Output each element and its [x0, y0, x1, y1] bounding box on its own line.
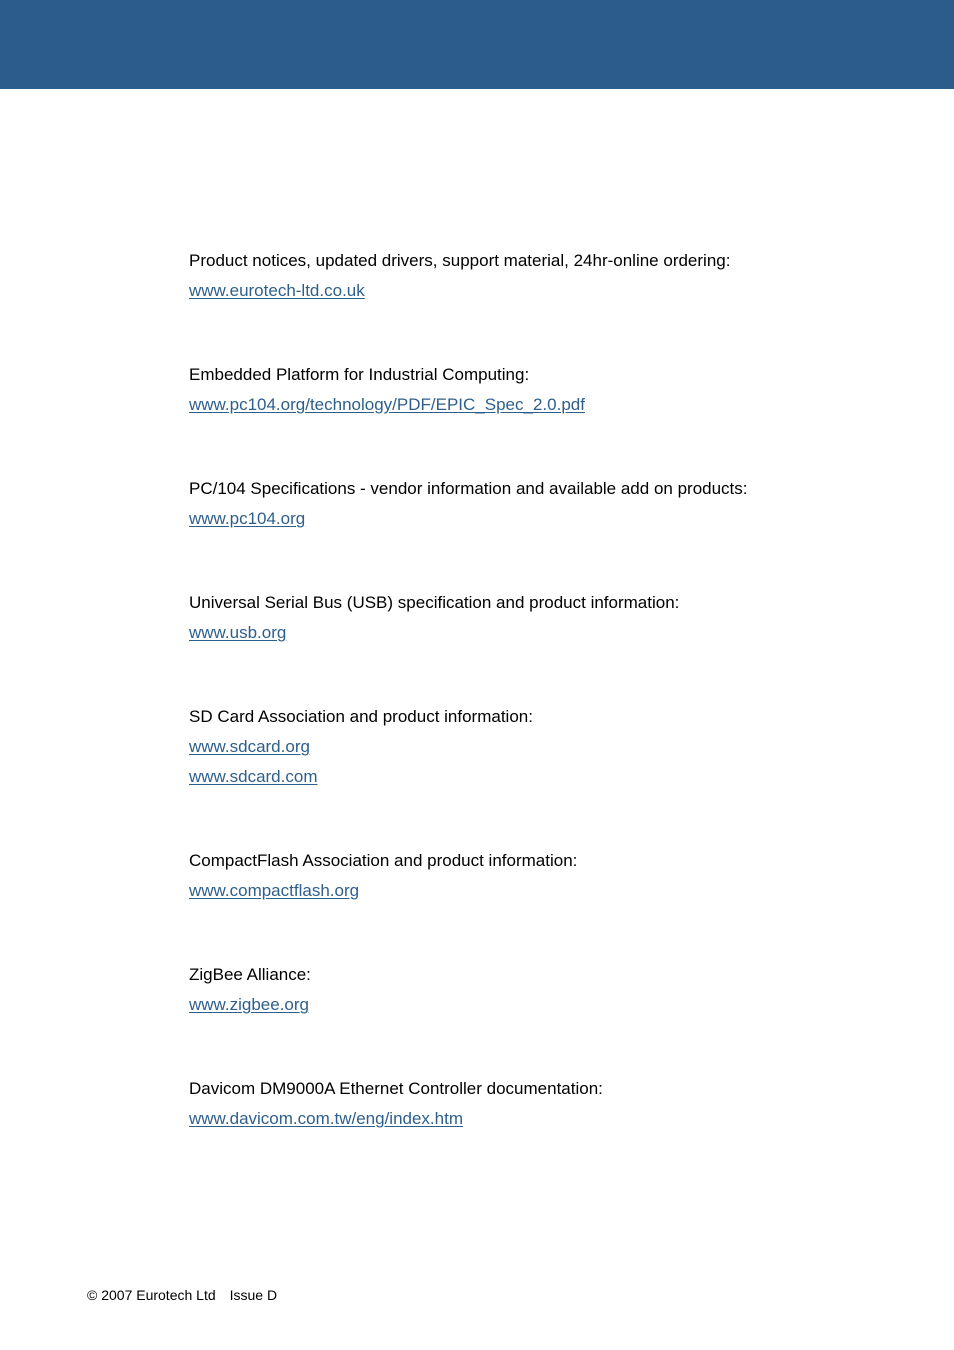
link-zigbee[interactable]: www.zigbee.org	[189, 995, 310, 1014]
link-epic-spec[interactable]: www.pc104.org/technology/PDF/EPIC_Spec_2.0.pdf	[189, 395, 585, 414]
section-zigbee	[189, 960, 889, 1020]
link-sdcard-com[interactable]: www.sdcard.com	[189, 767, 318, 786]
section-pc104	[189, 474, 889, 534]
section-description: Embedded Platform for Industrial Computing:	[189, 365, 530, 384]
section-description: ZigBee Alliance:	[189, 965, 311, 984]
section-description: Universal Serial Bus (USB) specification and product information:	[189, 593, 680, 612]
section-sdcard	[189, 702, 889, 792]
link-sdcard-org[interactable]: www.sdcard.org	[189, 737, 310, 756]
links-list	[189, 246, 889, 1188]
section-usb	[189, 588, 889, 648]
copyright-text: © 2007 Eurotech Ltd	[87, 1287, 216, 1303]
section-description: PC/104 Specifications - vendor information and available add on products:	[189, 479, 748, 498]
header-band	[0, 0, 954, 89]
link-eurotech[interactable]: www.eurotech-ltd.co.uk	[189, 281, 365, 300]
link-usb[interactable]: www.usb.org	[189, 623, 287, 642]
section-description: SD Card Association and product information:	[189, 707, 533, 726]
issue-label: Issue D	[229, 1287, 278, 1303]
section-davicom	[189, 1074, 889, 1134]
link-pc104[interactable]: www.pc104.org	[189, 509, 306, 528]
section-eurotech	[189, 246, 889, 306]
section-compactflash	[189, 846, 889, 906]
link-davicom[interactable]: www.davicom.com.tw/eng/index.htm	[189, 1109, 463, 1128]
section-description: Davicom DM9000A Ethernet Controller documentation:	[189, 1079, 603, 1098]
section-description: Product notices, updated drivers, support material, 24hr-online ordering:	[189, 251, 731, 270]
section-description: CompactFlash Association and product information:	[189, 851, 578, 870]
page-footer	[87, 1286, 277, 1304]
link-compactflash[interactable]: www.compactflash.org	[189, 881, 360, 900]
section-epic-spec	[189, 360, 889, 420]
